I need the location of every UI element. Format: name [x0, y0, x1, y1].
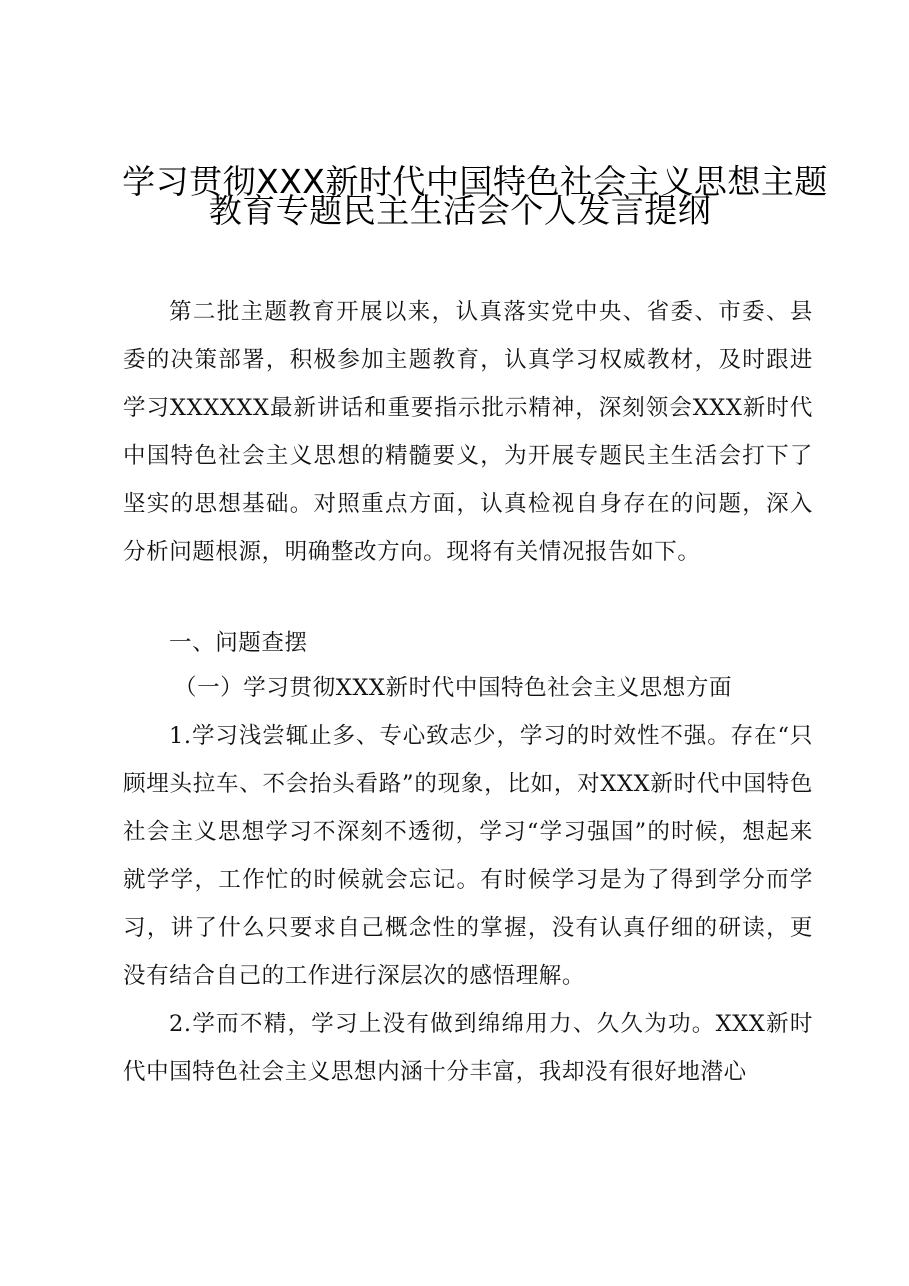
intro-paragraph: 第二批主题教育开展以来，认真落实党中央、省委、市委、县委的决策部署，积极参加主题教育，认真学习权威教材，及时跟进学习XXXXXX最新讲话和重要指示批示精神，深刻领会XXX新时代中国特色社会主义思想的精髓要义，为开展专题民主生活会打下了坚实的思想基础。对照重点方面，认真检视自身存在的问题，深入分析问题根源，明确整改方向。现将有关情况报告如下。: [123, 299, 813, 565]
item-1-paragraph: 1.学习浅尝辄止多、专心致志少，学习的时效性不强。存在“只顾埋头拉车、不会抬头看路”的现象，比如，对XXX新时代中国特色社会主义思想学习不深刻不透彻，学习“学习强国”的时候，想起来就学学，工作忙的时候就会忘记。有时候学习是为了得到学分而学习，讲了什么只要求自己概念性的掌握，没有认真仔细的研读，更没有结合自己的工作进行深层次的感悟理解。: [123, 723, 813, 989]
document-title-line-2: 教育专题民主生活会个人发言提纲: [208, 191, 712, 230]
item-2-paragraph: 2.学而不精，学习上没有做到绵绵用力、久久为功。XXX新时代中国特色社会主义思想内涵十分丰富，我却没有很好地潜心: [123, 1011, 813, 1085]
document-title-line-1: 学习贯彻XXX新时代中国特色社会主义思想主题: [122, 162, 828, 201]
section-heading: 一、问题查摆: [169, 630, 308, 656]
subsection-heading: （一）学习贯彻XXX新时代中国特色社会主义思想方面: [174, 675, 733, 701]
